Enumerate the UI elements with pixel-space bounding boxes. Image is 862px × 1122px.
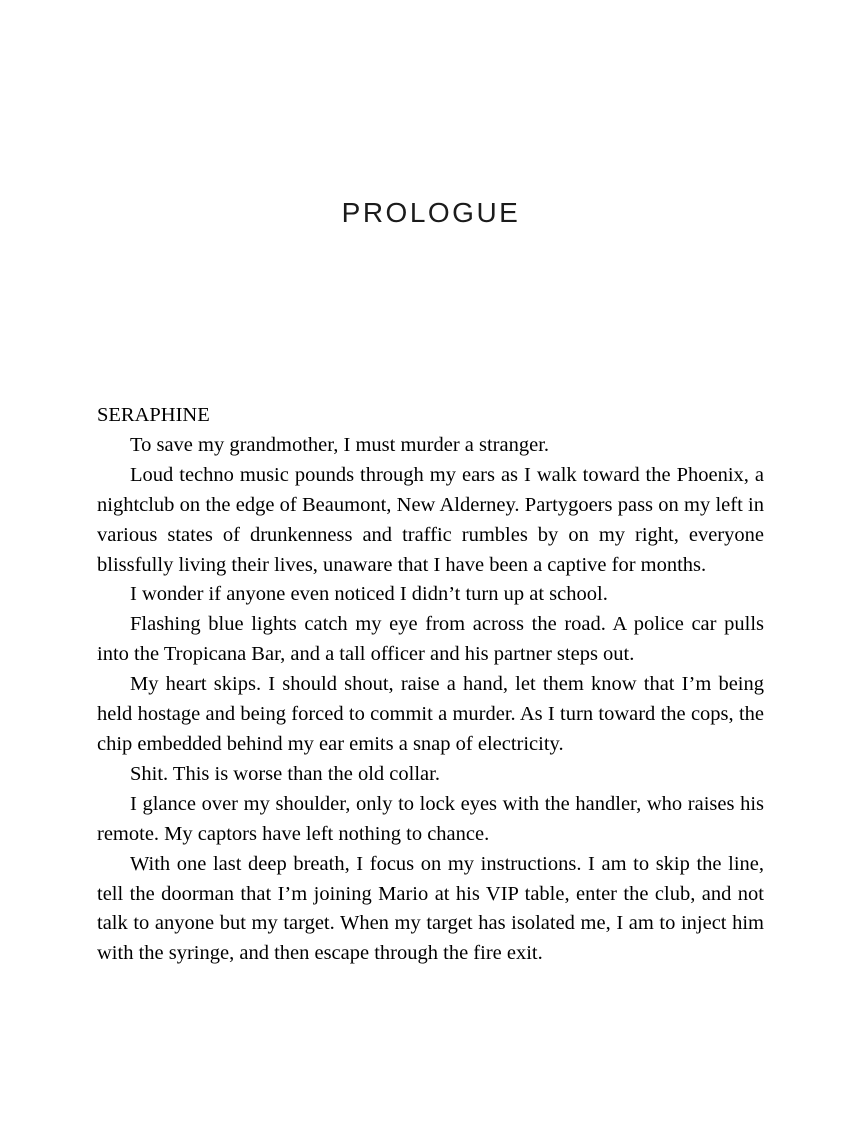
body-text <box>97 401 764 969</box>
paragraph: With one last deep breath, I focus on my instructions. I am to skip the line, tell the doorman that I’m joining Mario at his VIP table, enter the club, and not talk to anyone but my target. When my target has isolated me, I am to inject him with the syringe, and then escape through the fire exit. <box>97 852 764 965</box>
pov-heading: SERAPHINE <box>97 404 210 426</box>
paragraph: Loud techno music pounds through my ears as I walk toward the Phoenix, a nightclub on the edge of Beaumont, New Alderney. Partygoers pass on my left in various states of drunkenness and traffic rumbles by on my right, everyone blissfully living their lives, unaware that I have been a captive for months. <box>97 463 764 576</box>
paragraph: To save my grandmother, I must murder a stranger. <box>130 433 550 456</box>
paragraph: I glance over my shoulder, only to lock eyes with the handler, who raises his remote. My captors have left nothing to chance. <box>97 792 764 845</box>
paragraph: Shit. This is worse than the old collar. <box>130 762 440 785</box>
paragraph: I wonder if anyone even noticed I didn’t turn up at school. <box>130 583 608 606</box>
paragraph: My heart skips. I should shout, raise a hand, let them know that I’m being held hostage and being forced to commit a murder. As I turn toward the cops, the chip embedded behind my ear emits a snap of electricity. <box>97 673 764 755</box>
paragraph: Flashing blue lights catch my eye from across the road. A police car pulls into the Tropicana Bar, and a tall officer and his partner steps out. <box>97 613 764 666</box>
chapter-title: PROLOGUE <box>341 197 521 228</box>
paragraph-list <box>97 431 764 969</box>
